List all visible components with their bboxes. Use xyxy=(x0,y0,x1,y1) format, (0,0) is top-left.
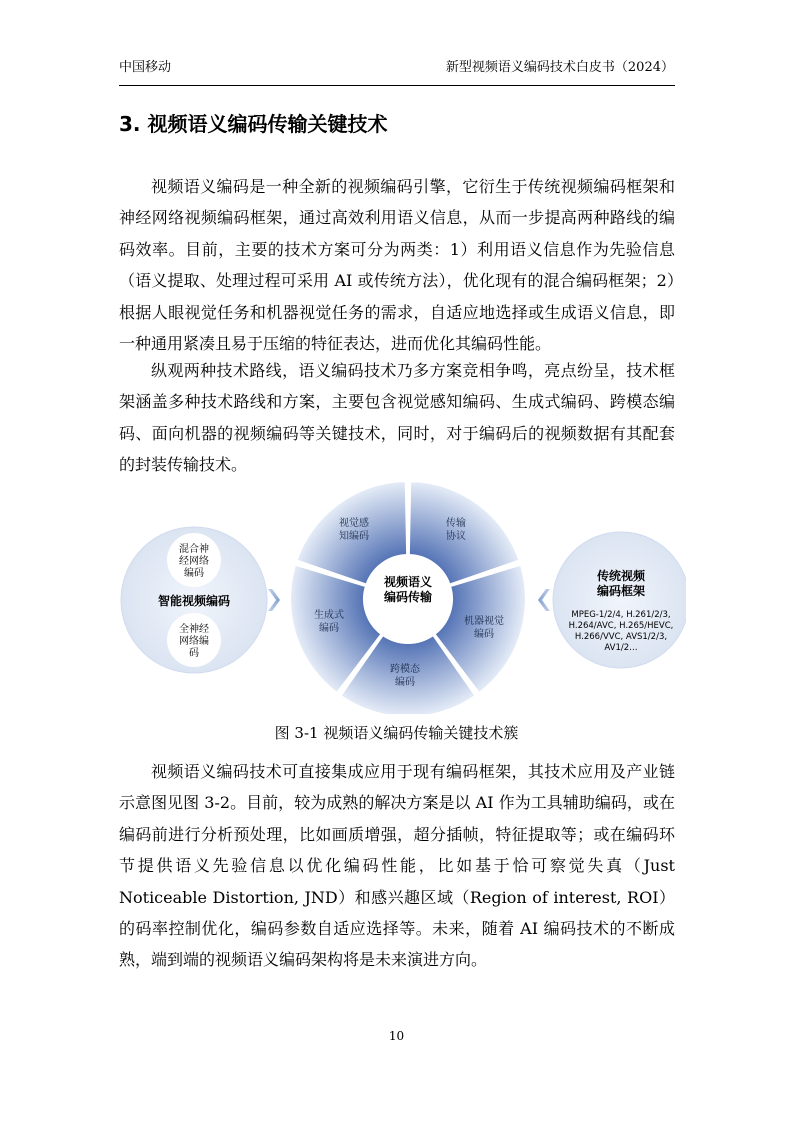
center-line-1: 视频语义 xyxy=(383,575,433,589)
left-bottom-line-3: 码 xyxy=(189,648,199,659)
segment-generative-line-2: 编码 xyxy=(319,623,339,634)
left-circle-intelligent-coding xyxy=(121,527,267,673)
header-org: 中国移动 xyxy=(119,60,172,75)
left-top-line-1: 混合神 xyxy=(179,544,209,555)
right-arrow-icon xyxy=(538,589,550,611)
right-standards-line-1: MPEG-1/2/4, H.261/2/3, xyxy=(571,610,671,620)
header-doc-title: 新型视频语义编码技术白皮书（2024） xyxy=(445,60,674,75)
segment-transport-line-2: 协议 xyxy=(446,531,466,542)
figure-caption: 图 3-1 视频语义编码传输关键技术簇 xyxy=(274,724,519,742)
segment-crossmodal-line-2: 编码 xyxy=(395,677,415,688)
segment-machine-line-1: 机器视觉 xyxy=(464,616,504,627)
section-title: 3. 视频语义编码传输关键技术 xyxy=(119,112,388,136)
left-bottom-line-2: 网络编 xyxy=(179,636,209,647)
page-number: 10 xyxy=(388,1029,405,1043)
figure-key-technologies xyxy=(116,482,686,714)
left-top-line-2: 经网络 xyxy=(179,556,209,567)
paragraph-1: 视频语义编码是一种全新的视频编码引擎，它衍生于传统视频编码框架和神经网络视频编码框架，通过高效利用语义信息，从而一步提高两种路线的编码效率。目前，主要的技术方案可分为两类：1）利用语义信息作为先验信息（语义提取、处理过程可采用 AI 或传统方法），优化现有的混合编码框架；2）根据人眼视觉任务和机器视觉任务的需求，自适应地选择或生成语义信息，即一种通用紧凑且易于压缩的特征表达，进而优化其编码性能。 xyxy=(119,177,675,354)
right-title-line-2: 编码框架 xyxy=(596,584,646,598)
left-arrow-icon xyxy=(268,589,280,611)
paragraph-3: 视频语义编码技术可直接集成应用于现有编码框架，其技术应用及产业链示意图见图 3-2。目前，较为成熟的解决方案是以 AI 作为工具辅助编码，或在编码前进行分析预处理，比如画质增强，超分插帧，特征提取等；或在编码环节提供语义先验信息以优化编码性能，比如基于恰可察觉失真（Just Noticeable Distortion, JND）和感兴趣区域（Region of interest, ROI）的码率控制优化，编码参数自适应选择等。未来，随着 AI 编码技术的不断成熟，端到端的视频语义编码架构将是未来演进方向。 xyxy=(119,762,675,970)
left-circle-title: 智能视频编码 xyxy=(157,594,231,608)
segment-generative-line-1: 生成式 xyxy=(314,610,344,621)
left-top-line-3: 编码 xyxy=(184,568,204,579)
segment-transport-line-1: 传输 xyxy=(446,518,466,529)
right-standards-line-4: AV1/2… xyxy=(604,643,638,653)
center-line-2: 编码传输 xyxy=(383,590,433,604)
left-bottom-line-1: 全神经 xyxy=(179,624,209,635)
right-standards-line-2: H.264/AVC, H.265/HEVC, xyxy=(568,621,674,631)
segment-perceptual-line-2: 知编码 xyxy=(339,531,369,542)
paragraph-2: 纵观两种技术路线，语义编码技术乃多方案竞相争鸣，亮点纷呈，技术框架涵盖多种技术路线和方案，主要包含视觉感知编码、生成式编码、跨模态编码、面向机器的视频编码等关键技术，同时，对于编码后的视频数据有其配套的封装传输技术。 xyxy=(119,361,675,475)
right-circle-traditional-framework xyxy=(553,532,686,668)
header-divider xyxy=(119,85,675,86)
segment-perceptual-line-1: 视觉感 xyxy=(339,518,369,529)
segment-crossmodal-line-1: 跨模态 xyxy=(390,664,420,675)
right-standards-line-3: H.266/VVC, AVS1/2/3, xyxy=(574,632,668,642)
segment-machine-line-2: 编码 xyxy=(474,629,494,640)
right-title-line-1: 传统视频 xyxy=(596,569,646,583)
